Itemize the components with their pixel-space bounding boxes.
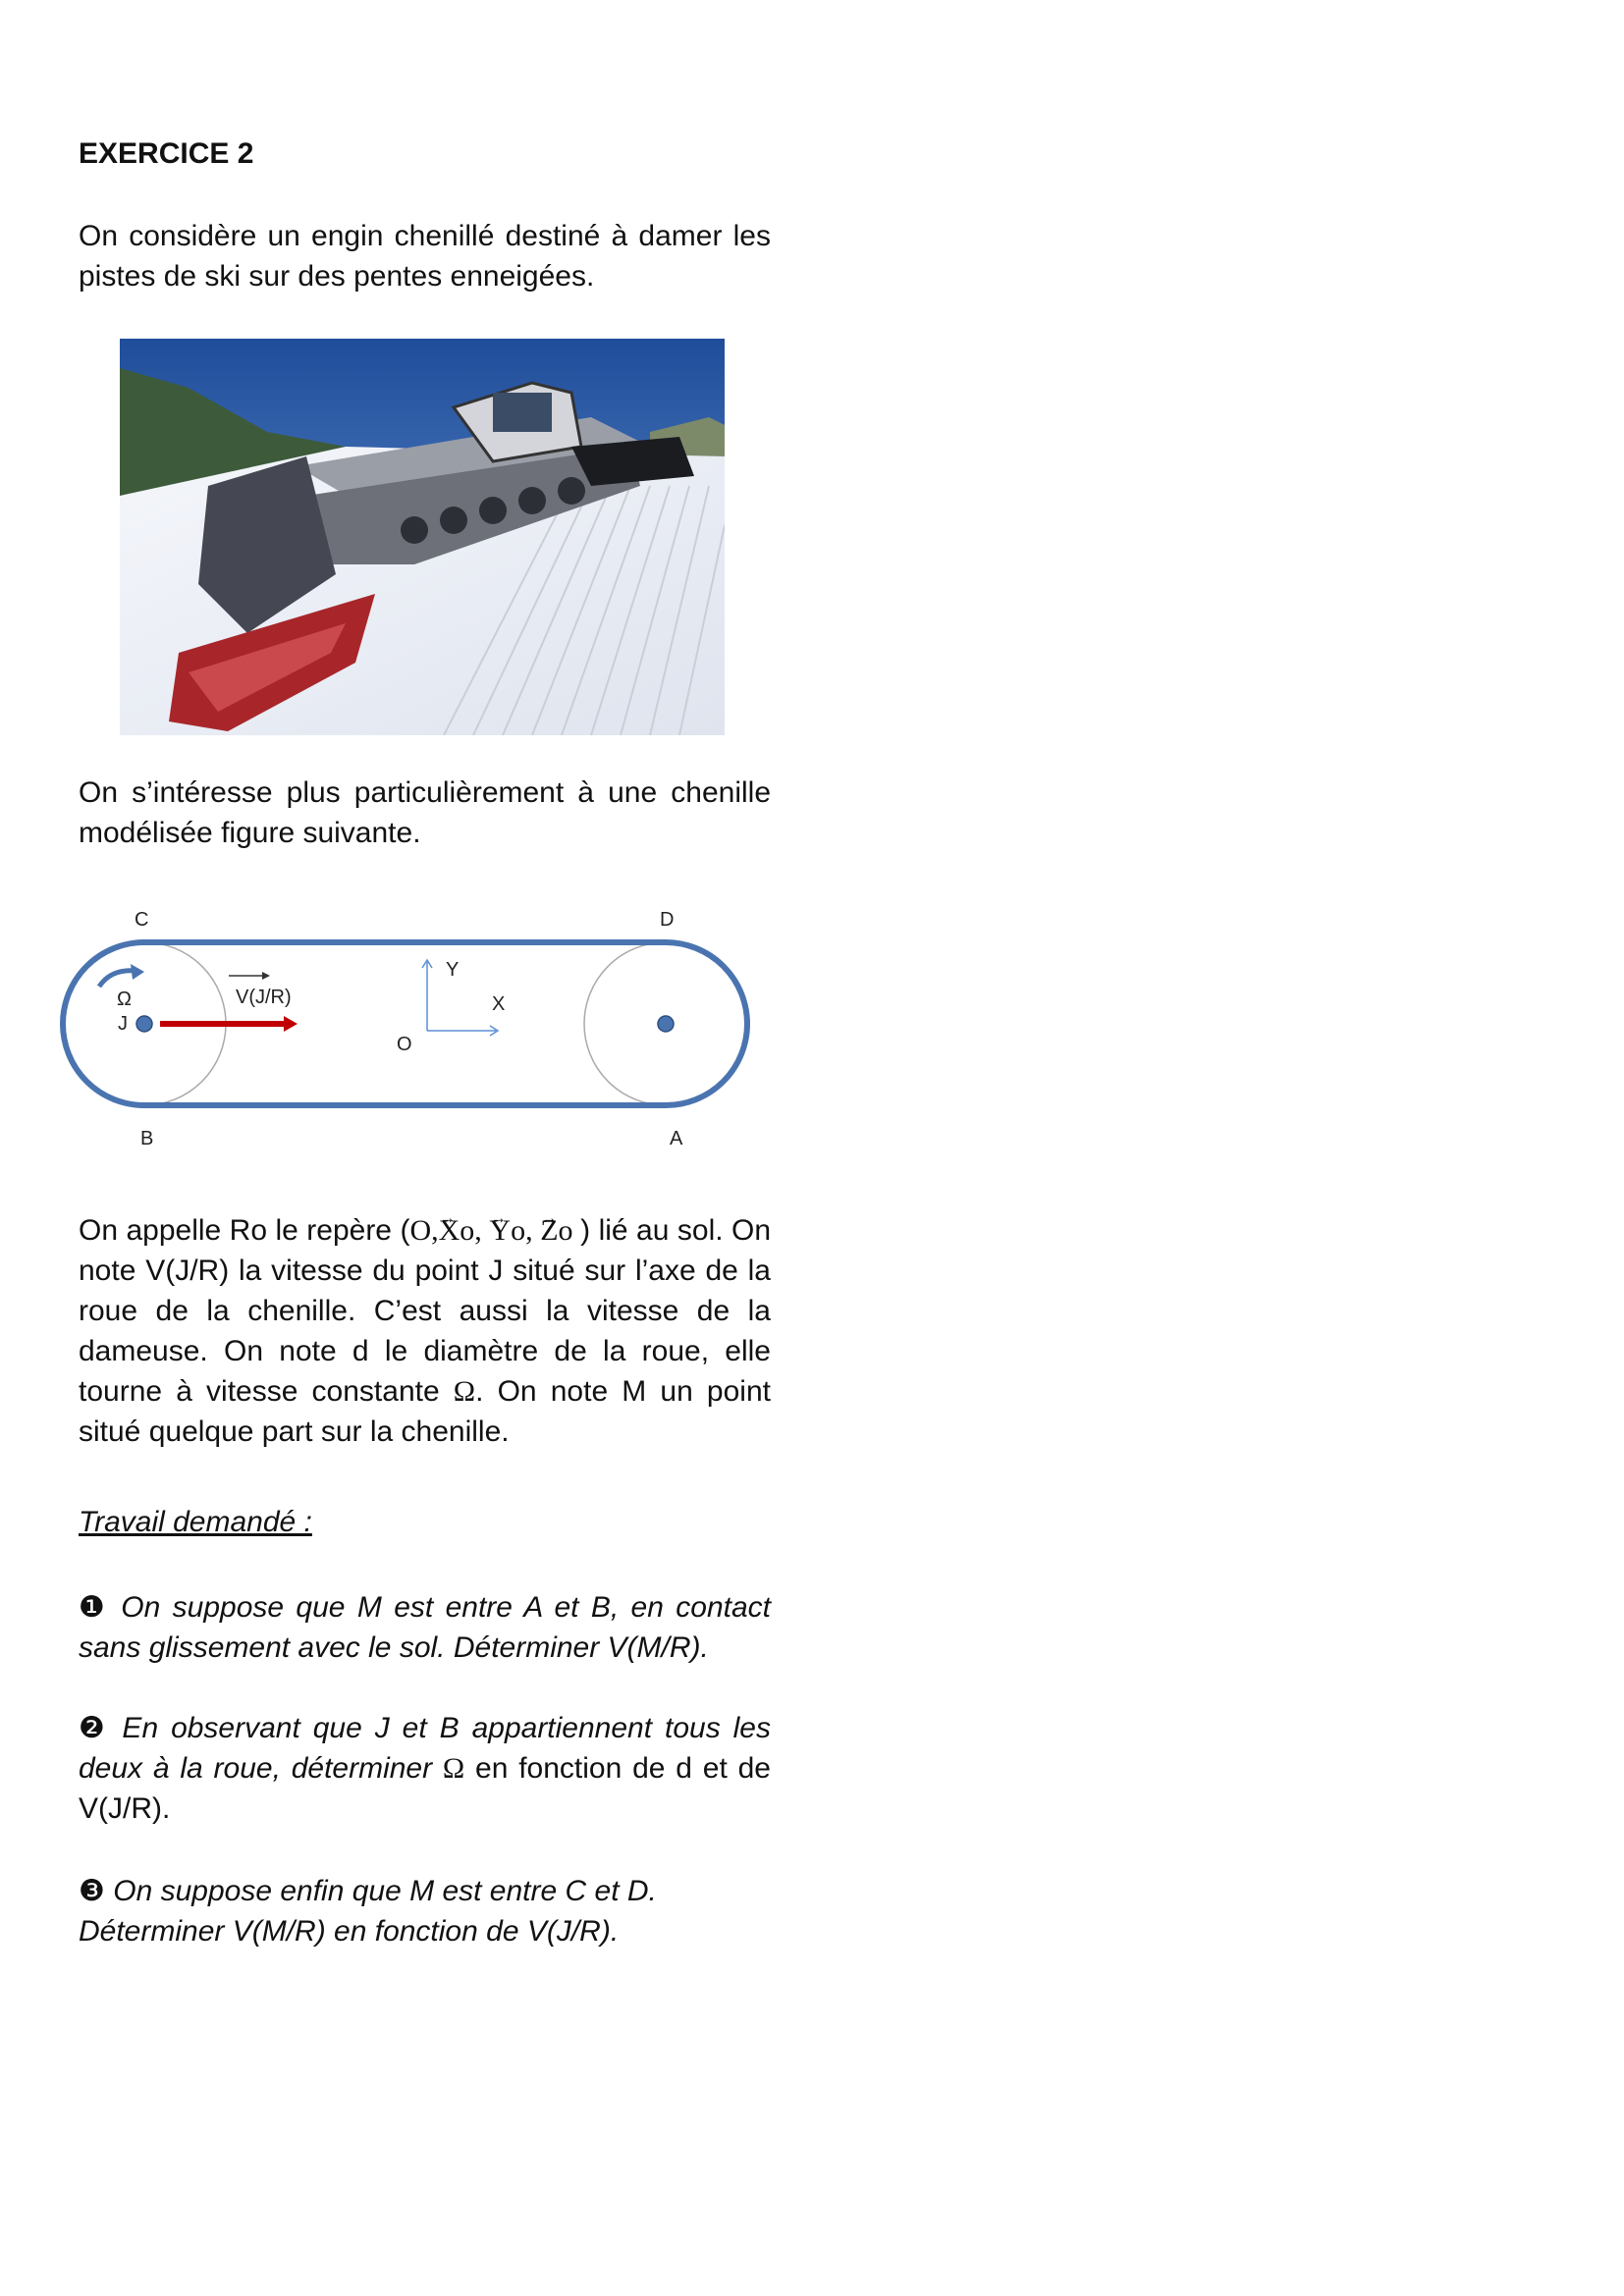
rotation-arrow-head [131, 964, 144, 980]
point-j-dot [136, 1016, 152, 1032]
question-2 [79, 1708, 771, 1829]
velocity-arrow-head [284, 1016, 298, 1032]
description-paragraph [79, 1210, 771, 1452]
question-3-line-2: Déterminer V(M/R) en fonction de V(J/R). [79, 1915, 620, 1948]
question-1: ❶ On suppose que M est entre A et B, en contact sans glissement avec le sol. Déterminer V(M/R). [79, 1591, 771, 1664]
label-velocity: V(J/R) [236, 987, 292, 1008]
right-axle-dot [658, 1016, 674, 1032]
question-2-text-b: en fonction de d et de V(J/R). [79, 1752, 771, 1825]
question-3-line-1: ❸ On suppose enfin que M est entre C et D. [79, 1875, 657, 1907]
label-omega: Ω [117, 988, 132, 1010]
velocity-vector-bar-head [262, 972, 270, 980]
question-3 [79, 1871, 771, 1951]
rotation-arrow [99, 971, 135, 987]
desc-text-a: On appelle Ro le repère ( [79, 1214, 410, 1247]
frame-math: O,→ Xo, → Yo, → Zo [409, 1214, 580, 1247]
label-c: C [135, 909, 149, 931]
label-j: J [118, 1013, 128, 1035]
label-x: X [492, 993, 506, 1015]
question-2-omega: Ω [442, 1752, 465, 1785]
work-title: Travail demandé : [79, 1506, 312, 1538]
label-d: D [660, 909, 675, 931]
omega-symbol: Ω [453, 1375, 476, 1408]
desc-text-c: . On note M un point situé quelque part sur la chenille. [79, 1375, 771, 1448]
desc-text-b: ) lié au sol. On note V(J/R) la vitesse du point J situé sur l’axe de la roue de la chenille. C’est aussi la vitesse de la dameuse. On note d le diamètre de la roue, elle tourne à vitesse constante [79, 1214, 772, 1408]
question-2-text-a: ❷ En observant que J et B appartiennent tous les deux à la roue, déterminer [79, 1712, 771, 1785]
snow-groomer-photo [120, 339, 725, 735]
label-y: Y [446, 959, 460, 981]
label-b: B [140, 1128, 154, 1149]
label-a: A [670, 1128, 683, 1149]
track-diagram [54, 893, 771, 1158]
intro2-paragraph: On s’intéresse plus particulièrement à une chenille modélisée figure suivante. [79, 776, 771, 849]
label-o: O [397, 1034, 412, 1055]
exercise-title: EXERCICE 2 [79, 137, 254, 170]
intro-paragraph: On considère un engin chenillé destiné à damer les pistes de ski sur des pentes enneigées. [79, 220, 771, 293]
